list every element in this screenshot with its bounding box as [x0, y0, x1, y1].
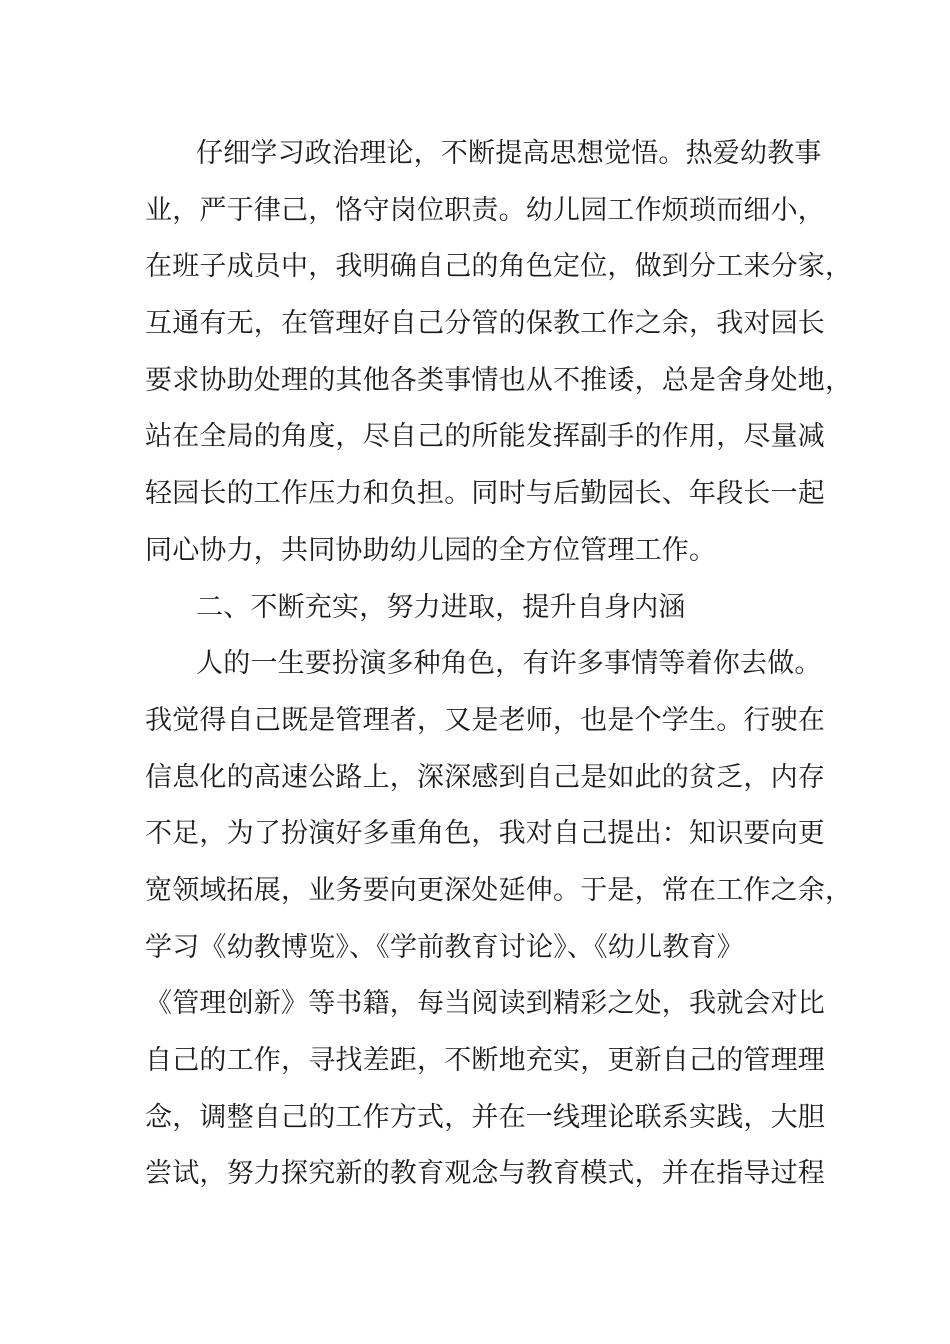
text-line: 仔细学习政治理论，不断提高思想觉悟。热爱幼教事 [196, 138, 822, 169]
text-line: 人的一生要扮演多种角色，有许多事情等着你去做。 [196, 648, 822, 680]
text-line: 《管理创新》等书籍，每当阅读到精彩之处，我就会对比 [145, 988, 825, 1020]
text-line: 不足，为了扮演好多重角色，我对自己提出：知识要向更 [145, 818, 825, 850]
text-line: 我觉得自己既是管理者，又是老师，也是个学生。行驶在 [145, 704, 825, 736]
document-body [145, 126, 853, 1203]
text-line: 学习《幼教博览》、《学前教育讨论》、《幼儿教育》 [145, 931, 744, 963]
text-line: 宽领域拓展，业务要向更深处延伸。于是，常在工作之余， [145, 874, 853, 906]
text-line: 业，严于律己，恪守岗位职责。幼儿园工作烦琐而细小， [145, 194, 825, 226]
text-line: 在班子成员中，我明确自己的角色定位，做到分工来分家， [145, 251, 853, 283]
text-line: 信息化的高速公路上，深深感到自己是如此的贫乏，内存 [145, 761, 825, 793]
text-line: 互通有无，在管理好自己分管的保教工作之余，我对园长 [145, 308, 825, 340]
text-line: 站在全局的角度，尽自己的所能发挥副手的作用，尽量减 [145, 421, 825, 453]
text-line: 轻园长的工作压力和负担。同时与后勤园长、年段长一起 [145, 478, 825, 510]
section-heading: 二、不断充实，努力进取，提升自身内涵 [196, 591, 686, 623]
text-line: 念，调整自己的工作方式，并在一线理论联系实践，大胆 [145, 1101, 825, 1133]
text-line: 尝试，努力探究新的教育观念与教育模式，并在指导过程 [145, 1158, 825, 1190]
text-line: 同心协力，共同协助幼儿园的全方位管理工作。 [145, 534, 717, 566]
text-line: 要求协助处理的其他各类事情也从不推诿，总是舍身处地， [145, 364, 853, 396]
text-line: 自己的工作，寻找差距，不断地充实，更新自己的管理理 [145, 1045, 825, 1076]
